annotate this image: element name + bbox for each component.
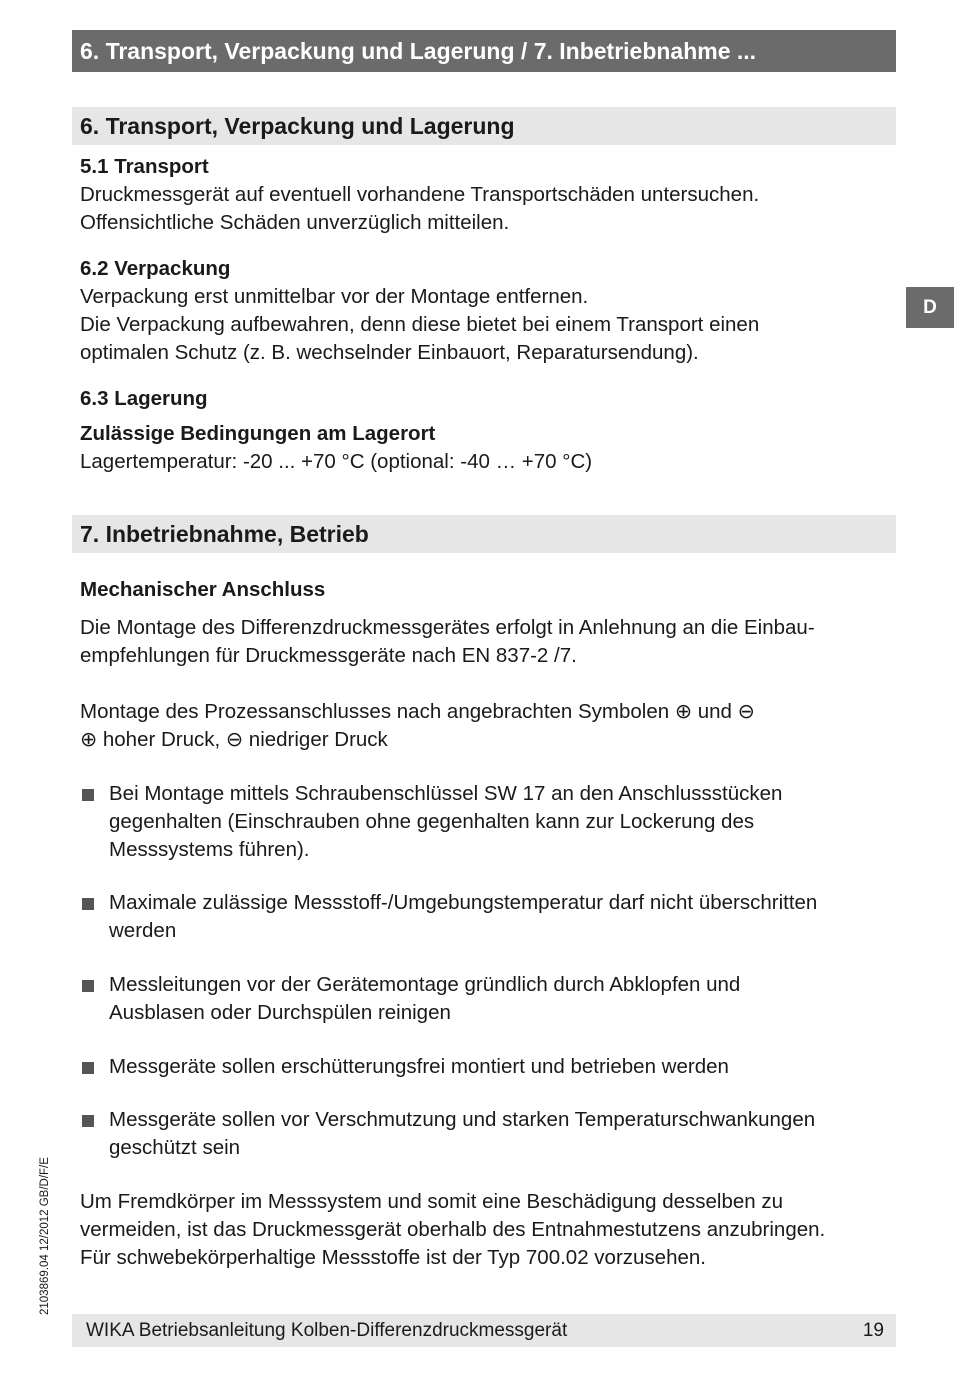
list-item [109,971,740,1027]
text-line: gegenhalten (Einschrauben ohne gegenhalten kann zur Lockerung des [109,810,755,833]
list-item [109,1053,729,1081]
paragraph-mounting [80,614,815,670]
text-line: empfehlungen für Druckmessgeräte nach EN 837-2 /7. [80,644,577,667]
text-line: Um Fremdkörper im Messsystem und somit eine Beschädigung desselben zu [80,1190,783,1213]
bullet-square-icon [82,980,94,992]
text-line: Messgeräte sollen erschütterungsfrei montiert und betrieben werden [109,1055,729,1078]
text-line: Montage des Prozessanschlusses nach angebrachten Symbolen ⊕ und ⊖ [80,700,755,723]
text-line: vermeiden, ist das Druckmessgerät oberhalb des Entnahmestutzens anzubringen. [80,1218,826,1241]
text-line: Für schwebekörperhaltige Messstoffe ist der Typ 700.02 vorzusehen. [80,1246,706,1269]
bullet-square-icon [82,1062,94,1074]
bullet-square-icon [82,789,94,801]
text-line: ⊕ hoher Druck, ⊖ niedriger Druck [80,728,388,751]
packaging-text [80,283,759,367]
text-line: Messgeräte sollen vor Verschmutzung und starken Temperaturschwankungen [109,1108,816,1131]
bullet-square-icon [82,1115,94,1127]
text-line: Bei Montage mittels Schraubenschlüssel SW 17 an den Anschlussstücken [109,782,783,805]
footer-title: WIKA Betriebsanleitung Kolben-Differenzdruckmessgerät [86,1320,568,1341]
text-line: Maximale zulässige Messstoff-/Umgebungstemperatur darf nicht überschritten [109,891,818,914]
text-line: Messleitungen vor der Gerätemontage gründlich durch Abklopfen und [109,973,741,996]
text-line: Ausblasen oder Durchspülen reinigen [109,1001,451,1024]
list-item [109,1106,815,1162]
section-6-heading: 6. Transport, Verpackung und Lagerung [72,107,896,145]
list-item [109,889,817,945]
paragraph-foreign-bodies [80,1188,825,1272]
packaging-heading: 6.2 Verpackung [80,257,231,280]
text-line: Die Verpackung aufbewahren, denn diese bietet bei einem Transport einen [80,313,760,336]
document-number: 2103869.04 12/2012 GB/D/F/E [39,1157,51,1315]
text-line: werden [109,919,177,942]
mechanical-connection-heading: Mechanischer Anschluss [80,578,326,601]
list-item [109,780,782,864]
text-line: Die Montage des Differenzdruckmessgerätes erfolgt in Anlehnung an die Einbau- [80,616,815,639]
page-number: 19 [862,1320,884,1341]
storage-subheading: Zulässige Bedingungen am Lagerort [80,422,436,445]
bullet-square-icon [82,898,94,910]
transport-heading: 5.1 Transport [80,155,209,178]
text-line: Messsystems führen). [109,838,310,861]
storage-heading: 6.3 Lagerung [80,387,208,410]
language-tab: D [906,287,954,328]
text-line: Druckmessgerät auf eventuell vorhandene Transportschäden untersuchen. [80,183,760,206]
page-footer [72,1314,896,1347]
transport-text [80,181,759,237]
text-line: Verpackung erst unmittelbar vor der Montage entfernen. [80,285,589,308]
paragraph-symbols [80,698,755,754]
storage-text: Lagertemperatur: -20 ... +70 °C (optional: -40 … +70 °C) [80,450,593,473]
page-header: 6. Transport, Verpackung und Lagerung / 7. Inbetriebnahme ... [72,30,896,72]
text-line: Offensichtliche Schäden unverzüglich mitteilen. [80,211,510,234]
section-7-heading: 7. Inbetriebnahme, Betrieb [72,515,896,553]
text-line: geschützt sein [109,1136,241,1159]
text-line: optimalen Schutz (z. B. wechselnder Einbauort, Reparatursendung). [80,341,699,364]
